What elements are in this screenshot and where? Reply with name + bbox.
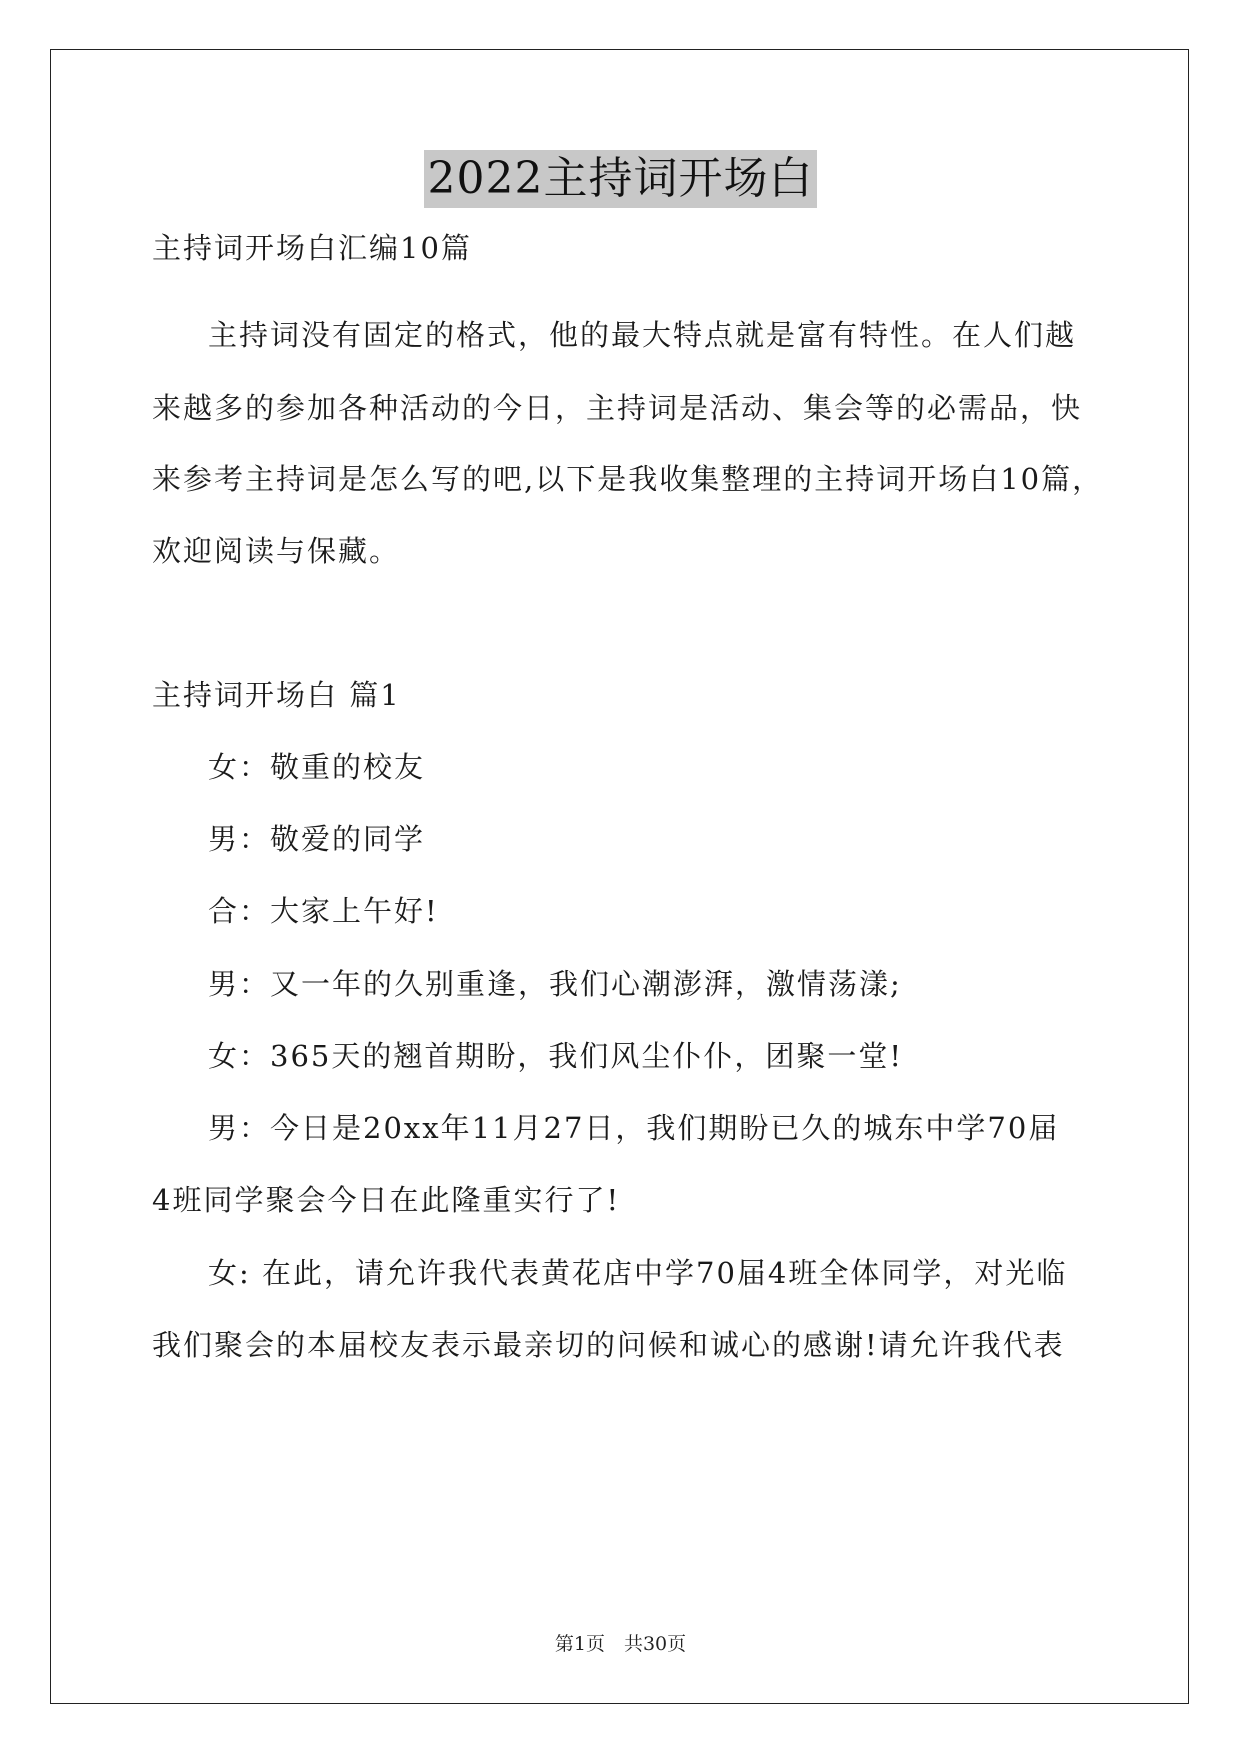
dialogue-line: 男：今日是20xx年11月27日，我们期盼已久的城东中学70届 (208, 1111, 1060, 1145)
title-container (0, 150, 1241, 208)
dialogue-line: 女: 在此，请允许我代表黄花店中学70届4班全体同学，对光临 (208, 1256, 1068, 1290)
dialogue-line: 男：又一年的久别重逢，我们心潮澎湃，激情荡漾; (208, 967, 902, 1001)
paragraph-line: 主持词没有固定的格式，他的最大特点就是富有特性。在人们越 (208, 318, 1077, 352)
document-title: 2022主持词开场白 (424, 150, 818, 208)
page-border (50, 49, 1189, 1704)
dialogue-line: 女：敬重的校友 (208, 750, 426, 784)
paragraph-line: 来参考主持词是怎么写的吧,以下是我收集整理的主持词开场白10篇， (152, 462, 1104, 496)
section-heading: 主持词开场白 篇1 (152, 678, 401, 712)
dialogue-line: 我们聚会的本届校友表示最亲切的问候和诚心的感谢!请允许我代表 (152, 1328, 1065, 1362)
dialogue-line: 4班同学聚会今日在此隆重实行了! (152, 1183, 621, 1217)
page-footer: 第1页 共30页 (554, 1633, 687, 1655)
subtitle: 主持词开场白汇编10篇 (152, 231, 472, 265)
dialogue-line: 女：365天的翘首期盼，我们风尘仆仆，团聚一堂! (208, 1039, 904, 1073)
paragraph-line: 来越多的参加各种活动的今日，主持词是活动、集会等的必需品，快 (152, 391, 1083, 425)
dialogue-line: 合：大家上午好! (208, 894, 439, 928)
paragraph-line: 欢迎阅读与保藏。 (152, 534, 401, 568)
dialogue-line: 男：敬爱的同学 (208, 822, 426, 856)
